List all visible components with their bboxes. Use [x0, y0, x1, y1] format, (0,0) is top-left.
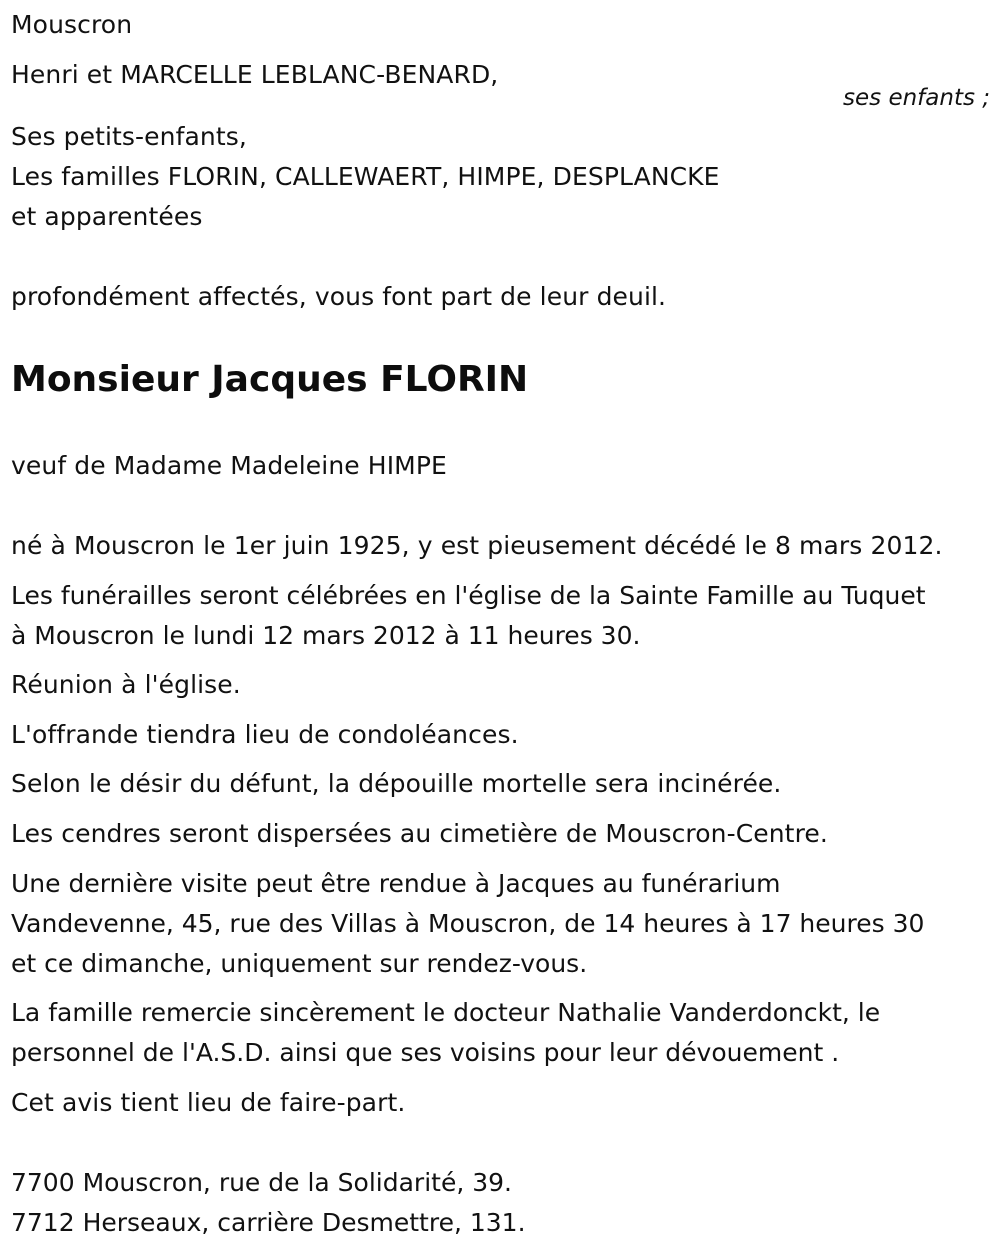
- birth-death-line: né à Mouscron le 1er juin 1925, y est pieusement décédé le 8 mars 2012.: [11, 531, 943, 560]
- funeral-line: Les funérailles seront célébrées en l'église de la Sainte Famille au Tuquet: [11, 581, 926, 610]
- funeral-paragraph: [11, 576, 991, 656]
- visit-line: Vandevenne, 45, rue des Villas à Mouscron, de 14 heures à 17 heures 30: [11, 909, 925, 938]
- children-names: Henri et MARCELLE LEBLANC-BENARD,: [11, 60, 499, 89]
- addresses-block: [11, 1163, 991, 1243]
- cremation-line: Selon le désir du défunt, la dépouille mortelle sera incinérée.: [11, 769, 782, 798]
- visit-paragraph: [11, 864, 991, 984]
- related-line: et apparentées: [11, 202, 203, 231]
- children-role: ses enfants ;: [843, 85, 990, 111]
- families-line: Les familles FLORIN, CALLEWAERT, HIMPE, DESPLANCKE: [11, 162, 720, 191]
- widower-line: veuf de Madame Madeleine HIMPE: [11, 451, 447, 480]
- city-heading: Mouscron: [11, 10, 133, 39]
- address-line: 7700 Mouscron, rue de la Solidarité, 39.: [11, 1168, 512, 1197]
- visit-line: et ce dimanche, uniquement sur rendez-vous.: [11, 949, 588, 978]
- ashes-line: Les cendres seront dispersées au cimetière de Mouscron-Centre.: [11, 819, 828, 848]
- meeting-line: Réunion à l'église.: [11, 670, 241, 699]
- thanks-line: La famille remercie sincèrement le docteur Nathalie Vanderdonckt, le: [11, 998, 881, 1027]
- address-line: 7712 Herseaux, carrière Desmettre, 131.: [11, 1208, 526, 1237]
- announcement-line: profondément affectés, vous font part de leur deuil.: [11, 282, 667, 311]
- notice-line: Cet avis tient lieu de faire-part.: [11, 1088, 406, 1117]
- grandchildren-line: Ses petits-enfants,: [11, 122, 247, 151]
- offering-line: L'offrande tiendra lieu de condoléances.: [11, 720, 519, 749]
- deceased-name: Monsieur Jacques FLORIN: [11, 359, 529, 400]
- thanks-line: personnel de l'A.S.D. ainsi que ses voisins pour leur dévouement .: [11, 1038, 840, 1067]
- funeral-line: à Mouscron le lundi 12 mars 2012 à 11 heures 30.: [11, 621, 641, 650]
- thanks-paragraph: [11, 993, 991, 1073]
- visit-line: Une dernière visite peut être rendue à Jacques au funérarium: [11, 869, 781, 898]
